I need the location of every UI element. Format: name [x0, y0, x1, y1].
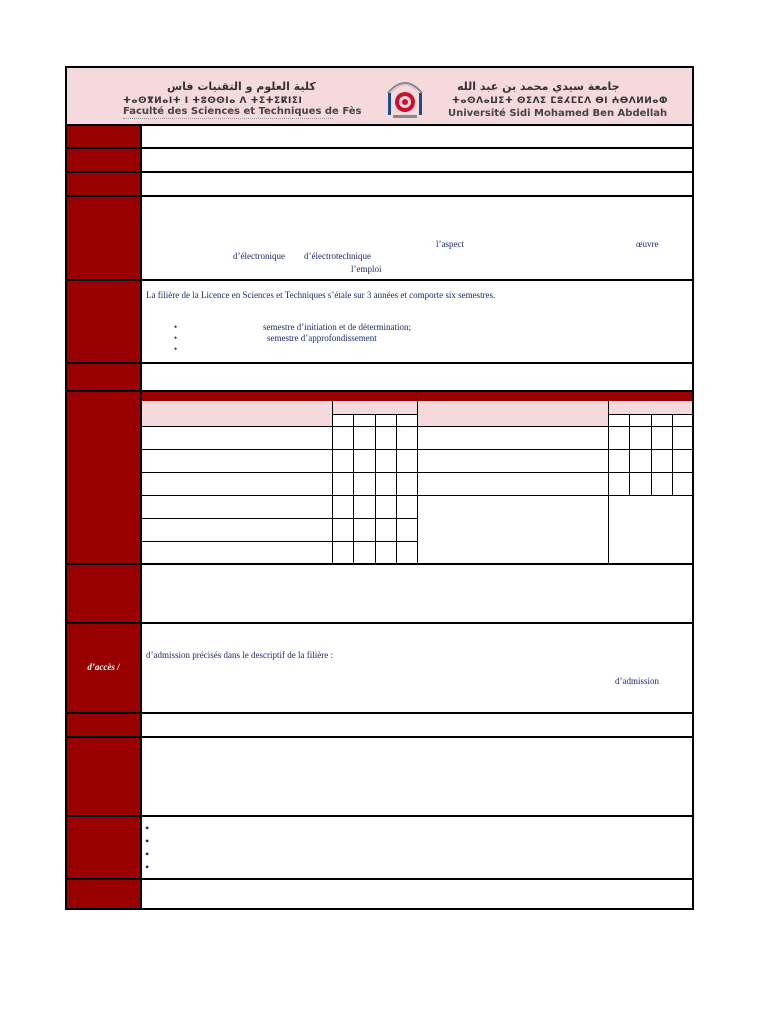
- column-divider: [140, 124, 142, 908]
- objectives-fragment: l’emploi: [351, 264, 382, 274]
- grid-line: [332, 401, 333, 563]
- row-separator: [67, 815, 692, 817]
- row-separator: [67, 147, 692, 149]
- bullet: •: [145, 847, 150, 861]
- objectives-fragment: d’électronique: [233, 251, 285, 261]
- row-separator: [67, 362, 692, 364]
- row-separator: [67, 279, 692, 281]
- row-separator: [67, 171, 692, 173]
- organisation-item: semestre d’approfondissement: [267, 333, 377, 343]
- header-banner: [67, 68, 692, 126]
- bullet: •: [174, 333, 178, 343]
- university-name-french: Université Sidi Mohamed Ben Abdellah: [448, 108, 668, 119]
- university-name-arabic: جامعة سيدي محمد بن عبد الله: [457, 80, 620, 93]
- grid-line: [142, 518, 418, 519]
- bullet: •: [145, 821, 150, 835]
- program-sheet: [65, 66, 694, 910]
- grid-line: [142, 541, 418, 542]
- faculty-name-french: Faculté des Sciences et Techniques de Fès: [123, 106, 362, 117]
- bullet: •: [145, 834, 150, 848]
- grid-header-cell: [332, 401, 418, 414]
- bullet: •: [174, 344, 178, 354]
- grid-line: [396, 414, 397, 563]
- faculty-name-arabic: كلية العلوم و التقنيات فاس: [167, 80, 316, 93]
- admission-text: d’admission: [615, 676, 659, 686]
- objectives-fragment: d’électrotechnique: [304, 251, 371, 261]
- university-name-tifinagh: ⵜⴰⵙⴷⴰⵡⵉⵜ ⵙⵉⴷⵉ ⵎⵓⵃⵎⵎⴷ ⴱⵏ ⵄⴱⴷⵍⵍⴰⵀ: [452, 96, 668, 106]
- grid-line: [353, 414, 354, 563]
- faculty-name-tifinagh: ⵜⴰⵙⴳⵍⴰⵏⵜ ⵏ ⵜⵓⵙⵙⵏⴰ ⴷ ⵜⵉⵜⵉⴽⵏⵉⵏ: [123, 96, 303, 106]
- admission-text: d’admission précisés dans le descriptif de la filière :: [146, 650, 333, 660]
- row-separator: [67, 563, 692, 565]
- bullet: •: [145, 860, 150, 874]
- grid-line: [375, 414, 376, 563]
- grid-header-cell: [609, 401, 692, 414]
- grid-line: [608, 401, 609, 563]
- objectives-fragment: œuvre: [636, 239, 659, 249]
- row-separator: [67, 878, 692, 880]
- grid-line: [651, 414, 652, 495]
- row-separator: [67, 712, 692, 714]
- row-separator: [67, 195, 692, 197]
- row-separator: [67, 736, 692, 738]
- grid-header-cell: [418, 401, 608, 426]
- grid-header-cell: [142, 401, 332, 426]
- access-side-label: d’accès /: [87, 662, 120, 672]
- organisation-item: semestre d’initiation et de détermination;: [263, 322, 411, 332]
- grid-line: [629, 414, 630, 495]
- grid-line: [417, 392, 418, 563]
- dotted-divider: [123, 118, 333, 119]
- university-emblem-icon: [380, 71, 430, 121]
- organisation-intro: La filière de la Licence en Sciences et Techniques s’étale sur 3 années et comporte six semestres.: [146, 290, 496, 300]
- grid-line: [672, 414, 673, 495]
- objectives-fragment: l’aspect: [436, 239, 464, 249]
- bullet: •: [174, 322, 178, 332]
- label-column: [67, 126, 140, 908]
- row-separator: [67, 622, 692, 624]
